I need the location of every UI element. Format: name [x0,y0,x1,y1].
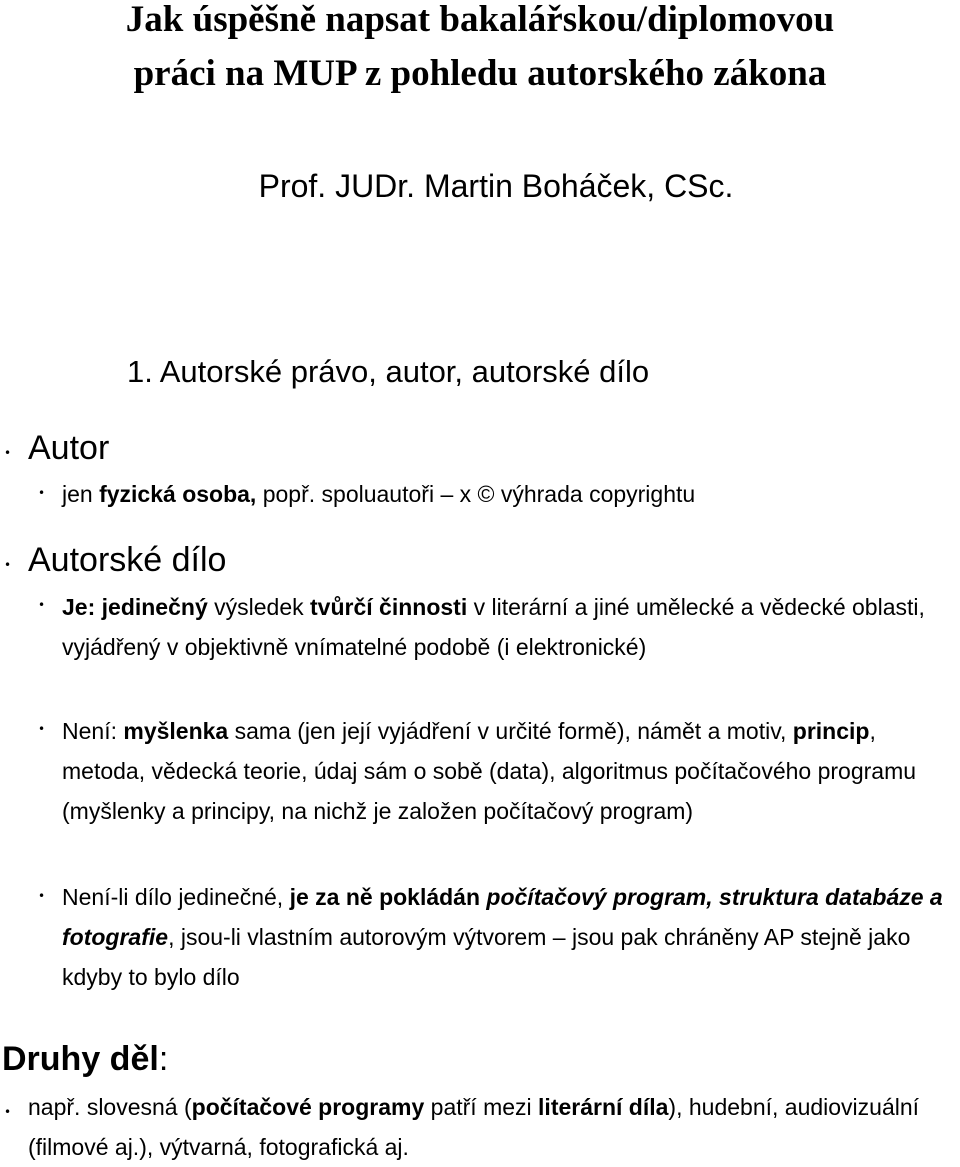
autor-item-1-bold: fyzická osoba, [99,481,257,507]
dilo-neni-text-1: sama (jen její vyjádření v určité formě), námět a motiv, [228,718,793,744]
dilo-neni-term-2: princip [792,718,870,744]
druhy-item-text-2: ), hudební, audiovizuální (filmové aj.), výtvarná, fotografická aj. [28,1094,920,1160]
dilo-heading: Autorské dílo [28,541,227,579]
druhy-item-term-2: literární díla [538,1094,669,1120]
druhy-item-term-1: počítačové programy [191,1094,425,1120]
bullet-autor [4,446,11,460]
dilo-je-term-2: tvůrčí činnosti [310,594,468,620]
dilo-nenili-text-2: , jsou-li vlastním autorovým výtvorem – jsou pak chráněny AP stejně jako kdyby to bylo dílo [62,924,911,990]
dilo-je-text-1: výsledek [207,594,311,620]
druhy-item-text-1: patří mezi [424,1094,539,1120]
dilo-je-label: Je: [62,594,96,620]
autor-item-1 [62,474,695,514]
dilo-neni-text-2: , metoda, vědecká teorie, údaj sám o sobě (data), algoritmus počítačového programu (myšlenky a principy, na nichž je založen počítačový program) [62,718,917,824]
bullet-dilo-nenili [38,889,45,903]
dilo-nenili-term-1: je za ně pokládán [289,884,481,910]
dilo-nenili-term-2: počítačový program, struktura databáze a fotografie [62,884,943,950]
bullet-autor-item-1 [38,486,45,500]
dilo-nenili-paragraph [62,877,954,997]
druhy-item-text-0: např. slovesná ( [28,1094,192,1120]
dilo-je-text-2: v literární a jiné umělecké a vědecké oblasti, vyjádřený v objektivně vnímatelné podobě (i elektronické) [62,594,925,660]
autor-item-1-text: jen [62,481,100,507]
title-line-1: Jak úspěšně napsat bakalářskou/diplomovou [125,0,835,40]
author-name: Prof. JUDr. Martin Boháček, CSc. [258,168,734,204]
dilo-je-term-1: jedinečný [101,594,208,620]
druhy-heading-colon: : [158,1040,169,1078]
dilo-nenili-text-0: Není-li dílo jedinečné, [62,884,290,910]
dilo-je-paragraph [62,587,958,667]
autor-heading: Autor [28,429,110,467]
bullet-dilo-neni [38,722,45,736]
section-heading: 1. Autorské právo, autor, autorské dílo [127,354,650,389]
dilo-neni-label: Není: [62,718,124,744]
druhy-heading [2,1040,168,1079]
bullet-druhy-item [4,1105,11,1119]
bullet-dilo-je [38,598,45,612]
druhy-item-paragraph [28,1087,958,1167]
dilo-neni-term-1: myšlenka [123,718,229,744]
bullet-dilo [4,558,11,572]
title-line-2: práci na MUP z pohledu autorského zákona [133,53,827,94]
dilo-neni-paragraph [62,711,960,831]
druhy-heading-text: Druhy děl [2,1040,159,1078]
autor-item-1-rest: popř. spoluautoři – x © výhrada copyrightu [256,481,696,507]
